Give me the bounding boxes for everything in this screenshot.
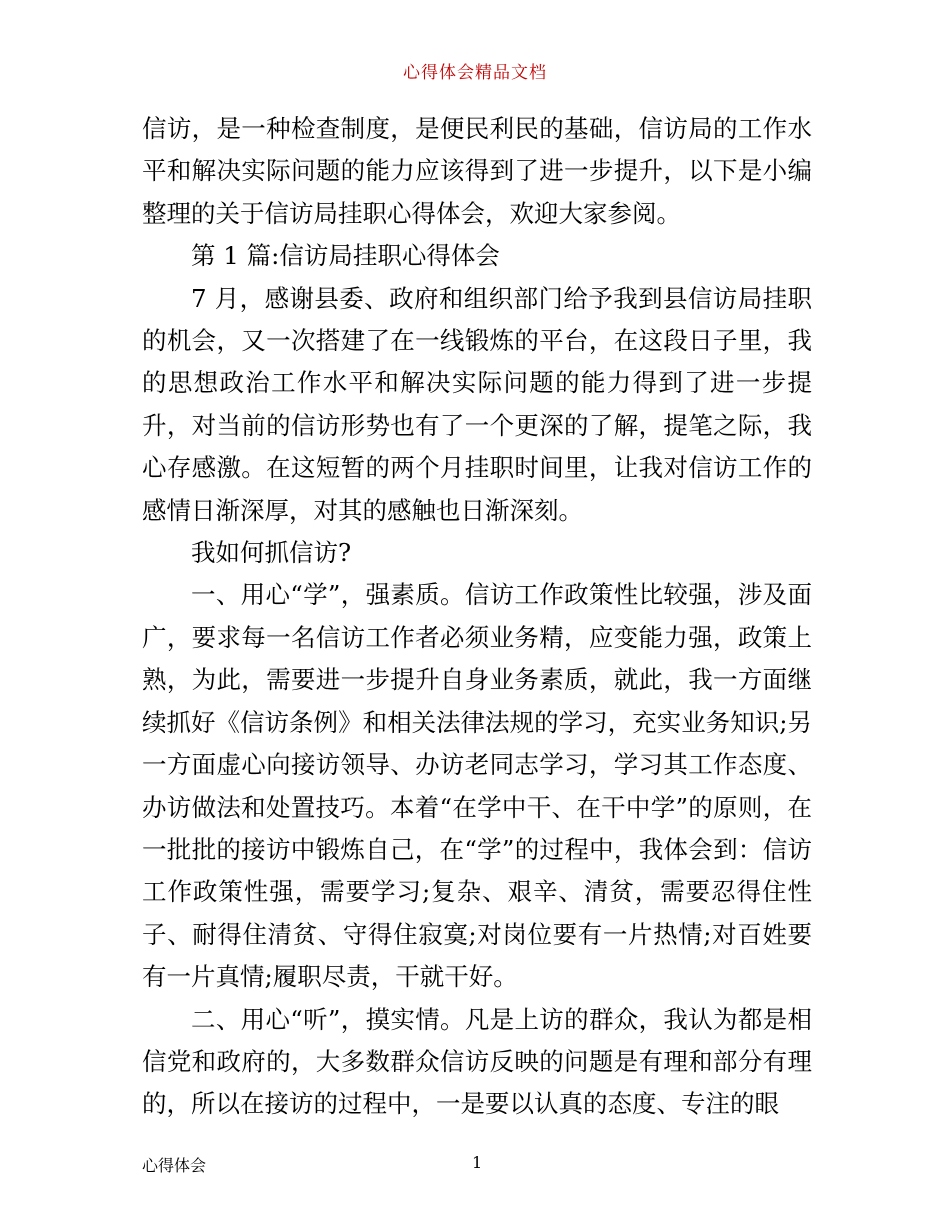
- page-footer-label: 心得体会: [142, 1156, 207, 1175]
- body-paragraph: 一、用心“学”，强素质。信访工作政策性比较强，涉及面广，要求每一名信访工作者必须业务精，应变能力强，政策上熟，为此，需要进一步提升自身业务素质，就此，我一方面继续抓好《信访条例》和相关法律法规的学习，充实业务知识;另一方面虚心向接访领导、办访老同志学习，学习其工作态度、办访做法和处置技巧。本着“在学中干、在干中学”的原则，在一批批的接访中锻炼自己，在“学”的过程中，我体会到：信访工作政策性强，需要学习;复杂、艰辛、清贫，需要忍得住性子、耐得住清贫、守得住寂寞;对岗位要有一片热情;对百姓要有一片真情;履职尽责，干就干好。: [142, 580, 812, 992]
- page-number: 1: [472, 1153, 483, 1172]
- page-header-title: 心得体会精品文档: [403, 63, 547, 83]
- body-paragraph: 二、用心“听”，摸实情。凡是上访的群众，我认为都是相信党和政府的，大多数群众信访反映的问题是有理和部分有理的，所以在接访的过程中，一是要以认真的态度、专注的眼: [142, 1004, 812, 1119]
- body-paragraph: 7 月，感谢县委、政府和组织部门给予我到县信访局挂职的机会，又一次搭建了在一线锻炼的平台，在这段日子里，我的思想政治工作水平和解决实际问题的能力得到了进一步提升，对当前的信访形势也有了一个更深的了解，提笔之际，我心存感激。在这短暂的两个月挂职时间里，让我对信访工作的感情日渐深厚，对其的感触也日渐深刻。: [142, 283, 812, 525]
- document-body: [142, 108, 812, 1126]
- section-heading: 第 1 篇:信访局挂职心得体会: [191, 241, 500, 271]
- question-heading: 我如何抓信访?: [191, 538, 352, 568]
- intro-paragraph: 信访，是一种检查制度，是便民利民的基础，信访局的工作水平和解决实际问题的能力应该得到了进一步提升，以下是小编整理的关于信访局挂职心得体会，欢迎大家参阅。: [142, 114, 812, 228]
